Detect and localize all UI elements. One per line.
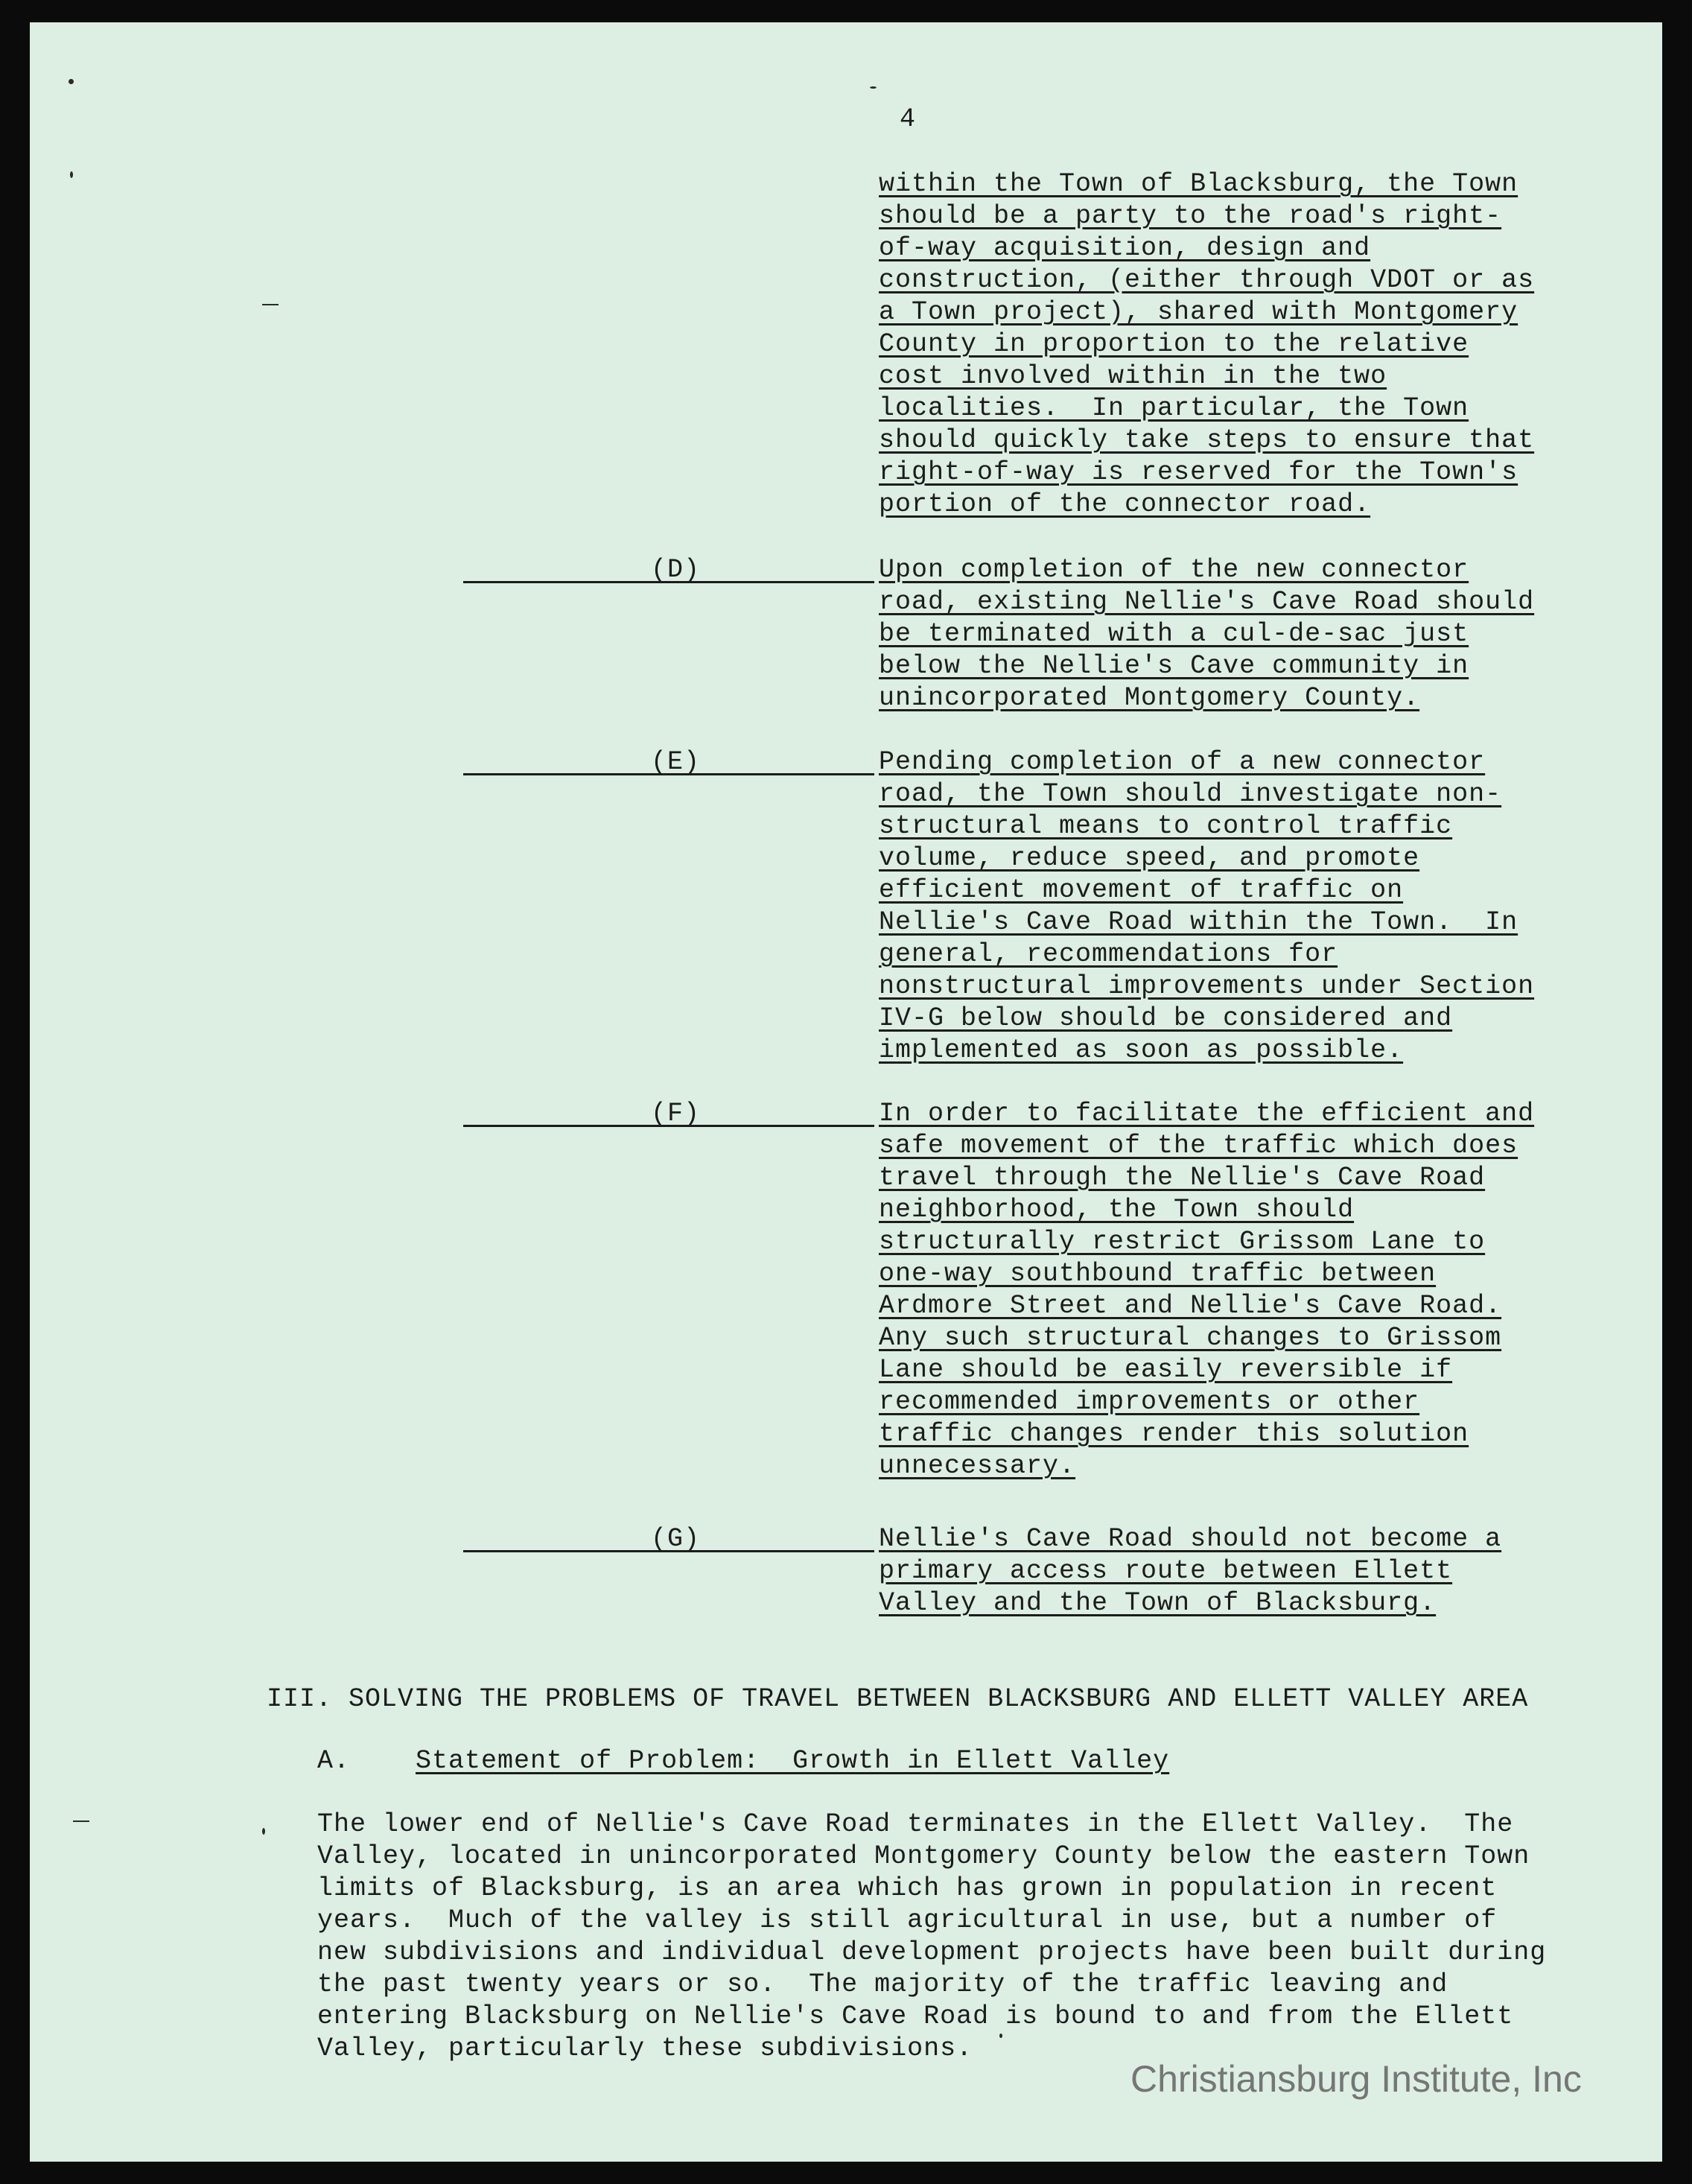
watermark: Christiansburg Institute, Inc	[1130, 2058, 1582, 2100]
item-label-f	[463, 1098, 874, 1130]
text-line: recommended improvements or other	[879, 1387, 1420, 1417]
text-line: Nellie's Cave Road within the Town. In	[879, 907, 1518, 937]
paper-speck	[262, 304, 279, 305]
text-line: road, the Town should investigate non-	[879, 779, 1502, 809]
subsection-title: Statement of Problem: Growth in Ellett Valley	[416, 1746, 1170, 1776]
paper-speck	[73, 1820, 89, 1822]
text-line: unnecessary.	[879, 1451, 1076, 1481]
section-heading: III. SOLVING THE PROBLEMS OF TRAVEL BETWEEN BLACKSBURG AND ELLETT VALLEY AREA	[267, 1684, 1529, 1714]
text-line: neighborhood, the Town should	[879, 1195, 1355, 1225]
item-letter: (F)	[651, 1099, 701, 1128]
text-line: the past twenty years or so. The majority of the traffic leaving and	[317, 1969, 1448, 1999]
text-line: construction, (either through VDOT or as	[879, 265, 1535, 295]
text-line: County in proportion to the relative	[879, 329, 1469, 359]
text-line: general, recommendations for	[879, 939, 1338, 969]
text-line: travel through the Nellie's Cave Road	[879, 1163, 1486, 1193]
text-line: road, existing Nellie's Cave Road should	[879, 587, 1535, 617]
item-letter: (D)	[651, 555, 701, 585]
text-line: a Town project), shared with Montgomery	[879, 297, 1518, 327]
paper-speck	[69, 79, 74, 84]
text-line: one-way southbound traffic between	[879, 1259, 1437, 1289]
text-line: primary access route between Ellett	[879, 1556, 1453, 1586]
item-text-e	[879, 746, 1623, 1067]
text-line: within the Town of Blacksburg, the Town	[879, 169, 1518, 199]
text-line: volume, reduce speed, and promote	[879, 843, 1420, 873]
item-label-g	[463, 1523, 874, 1555]
text-line: IV-G below should be considered and	[879, 1003, 1453, 1033]
text-line: Valley and the Town of Blacksburg.	[879, 1588, 1437, 1618]
page-number: 4	[900, 104, 917, 134]
continuation-paragraph	[879, 168, 1623, 521]
text-line: efficient movement of traffic on	[879, 875, 1404, 905]
text-line: should quickly take steps to ensure that	[879, 425, 1535, 455]
text-line: of-way acquisition, design and	[879, 233, 1371, 263]
text-line: Ardmore Street and Nellie's Cave Road.	[879, 1291, 1502, 1321]
paper-speck	[70, 171, 73, 178]
text-line: traffic changes render this solution	[879, 1419, 1469, 1449]
text-line: be terminated with a cul-de-sac just	[879, 619, 1469, 649]
text-line: Any such structural changes to Grissom	[879, 1323, 1502, 1353]
text-line: localities. In particular, the Town	[879, 393, 1469, 423]
item-letter: (G)	[651, 1524, 701, 1554]
paper-speck	[262, 1828, 265, 1835]
subsection-heading	[317, 1745, 1169, 1777]
text-line: structurally restrict Grissom Lane to	[879, 1227, 1486, 1257]
text-line: right-of-way is reserved for the Town's	[879, 457, 1518, 487]
text-line: Valley, located in unincorporated Montgomery County below the eastern Town	[317, 1841, 1530, 1871]
text-line: portion of the connector road.	[879, 489, 1371, 519]
text-line: cost involved within in the two	[879, 361, 1387, 391]
subsection-letter: A.	[317, 1746, 351, 1776]
text-line: limits of Blacksburg, is an area which has grown in population in recent	[317, 1873, 1498, 1903]
paper-speck	[870, 86, 877, 89]
item-text-g	[879, 1523, 1623, 1619]
text-line: Pending completion of a new connector	[879, 747, 1486, 777]
text-line: The lower end of Nellie's Cave Road terminates in the Ellett Valley. The	[317, 1809, 1514, 1839]
item-label-e	[463, 746, 874, 778]
text-line: Nellie's Cave Road should not become a	[879, 1524, 1502, 1554]
text-line: years. Much of the valley is still agricultural in use, but a number of	[317, 1905, 1498, 1935]
body-paragraph	[317, 1809, 1628, 2065]
text-line: Valley, particularly these subdivisions.	[317, 2034, 973, 2063]
text-line: Lane should be easily reversible if	[879, 1355, 1453, 1385]
text-line: new subdivisions and individual development projects have been built during	[317, 1937, 1547, 1967]
item-letter: (E)	[651, 747, 701, 777]
text-line: structural means to control traffic	[879, 811, 1453, 841]
text-line: entering Blacksburg on Nellie's Cave Road is bound to and from the Ellett	[317, 2002, 1514, 2031]
text-line: should be a party to the road's right-	[879, 201, 1502, 231]
document-page	[30, 22, 1662, 2162]
text-line: unincorporated Montgomery County.	[879, 683, 1420, 713]
text-line: safe movement of the traffic which does	[879, 1131, 1518, 1161]
item-text-f	[879, 1098, 1623, 1482]
item-text-d	[879, 554, 1623, 714]
text-line: In order to facilitate the efficient and	[879, 1099, 1535, 1128]
text-line: below the Nellie's Cave community in	[879, 651, 1469, 681]
text-line: implemented as soon as possible.	[879, 1035, 1404, 1065]
text-line: Upon completion of the new connector	[879, 555, 1469, 585]
item-label-d	[463, 554, 874, 586]
text-line: nonstructural improvements under Section	[879, 971, 1535, 1001]
